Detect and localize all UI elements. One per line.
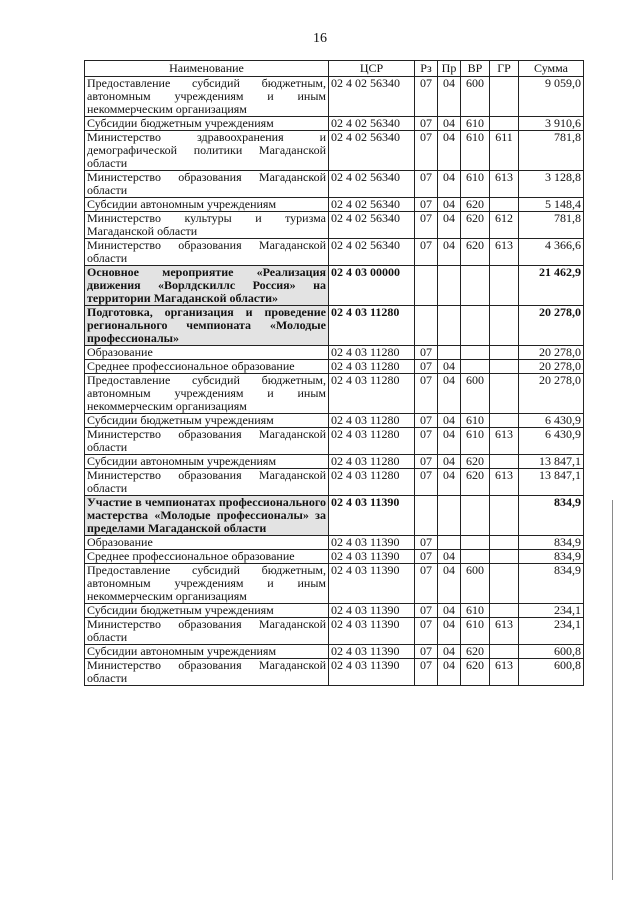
- cell-name: Министерство образования Магаданской области: [85, 469, 329, 496]
- cell-csr: 02 4 03 11280: [329, 346, 415, 360]
- cell-rz: 07: [415, 564, 438, 604]
- header-csr: ЦСР: [329, 61, 415, 77]
- cell-name: Субсидии бюджетным учреждениям: [85, 117, 329, 131]
- cell-csr: 02 4 03 11280: [329, 360, 415, 374]
- header-rz: Рз: [415, 61, 438, 77]
- cell-csr: 02 4 03 11390: [329, 496, 415, 536]
- cell-csr: 02 4 03 11390: [329, 550, 415, 564]
- table-row: [85, 306, 584, 346]
- header-gr: ГР: [490, 61, 519, 77]
- cell-csr: 02 4 03 11280: [329, 306, 415, 346]
- cell-rz: 07: [415, 117, 438, 131]
- cell-csr: 02 4 03 11280: [329, 428, 415, 455]
- header-pr: Пр: [438, 61, 461, 77]
- cell-pr: 04: [438, 604, 461, 618]
- cell-rz: [415, 306, 438, 346]
- cell-name: Основное мероприятие «Реализация движения «Ворлдскиллс Россия» на территории Магаданской области»: [85, 266, 329, 306]
- cell-sum: 4 366,6: [519, 239, 584, 266]
- cell-csr: 02 4 03 11280: [329, 414, 415, 428]
- cell-vr: 620: [461, 455, 490, 469]
- cell-name: Министерство образования Магаданской области: [85, 239, 329, 266]
- cell-gr: [490, 550, 519, 564]
- cell-rz: 07: [415, 212, 438, 239]
- cell-sum: 5 148,4: [519, 198, 584, 212]
- cell-sum: 3 910,6: [519, 117, 584, 131]
- table-row: [85, 239, 584, 266]
- cell-pr: 04: [438, 171, 461, 198]
- cell-name: Образование: [85, 536, 329, 550]
- cell-gr: 613: [490, 469, 519, 496]
- cell-gr: [490, 198, 519, 212]
- cell-rz: 07: [415, 171, 438, 198]
- cell-sum: 20 278,0: [519, 360, 584, 374]
- cell-pr: [438, 346, 461, 360]
- cell-name: Министерство образования Магаданской области: [85, 659, 329, 686]
- cell-rz: 07: [415, 239, 438, 266]
- header-name: Наименование: [85, 61, 329, 77]
- cell-sum: 6 430,9: [519, 428, 584, 455]
- table-row: [85, 455, 584, 469]
- cell-vr: 620: [461, 659, 490, 686]
- cell-vr: 600: [461, 77, 490, 117]
- cell-csr: 02 4 03 11280: [329, 374, 415, 414]
- cell-gr: 613: [490, 171, 519, 198]
- cell-gr: [490, 374, 519, 414]
- cell-pr: 04: [438, 117, 461, 131]
- cell-vr: 620: [461, 198, 490, 212]
- cell-csr: 02 4 02 56340: [329, 239, 415, 266]
- cell-name: Субсидии бюджетным учреждениям: [85, 604, 329, 618]
- cell-name: Министерство образования Магаданской области: [85, 171, 329, 198]
- cell-pr: 04: [438, 550, 461, 564]
- cell-csr: 02 4 02 56340: [329, 198, 415, 212]
- cell-vr: 600: [461, 374, 490, 414]
- cell-name: Предоставление субсидий бюджетным, автономным учреждениям и иным некоммерческим организациям: [85, 564, 329, 604]
- cell-pr: 04: [438, 77, 461, 117]
- table-row: [85, 428, 584, 455]
- table-row: [85, 360, 584, 374]
- cell-gr: [490, 414, 519, 428]
- table-row: [85, 77, 584, 117]
- header-row: [85, 61, 584, 77]
- cell-gr: [490, 360, 519, 374]
- cell-sum: 20 278,0: [519, 374, 584, 414]
- cell-csr: 02 4 03 11390: [329, 604, 415, 618]
- cell-gr: 613: [490, 239, 519, 266]
- cell-gr: [490, 604, 519, 618]
- table-row: [85, 266, 584, 306]
- cell-pr: 04: [438, 564, 461, 604]
- cell-name: Среднее профессиональное образование: [85, 360, 329, 374]
- cell-pr: [438, 306, 461, 346]
- cell-csr: 02 4 03 11390: [329, 536, 415, 550]
- cell-rz: [415, 496, 438, 536]
- cell-vr: 610: [461, 131, 490, 171]
- cell-rz: [415, 266, 438, 306]
- cell-rz: 07: [415, 550, 438, 564]
- cell-rz: 07: [415, 131, 438, 171]
- cell-sum: 781,8: [519, 212, 584, 239]
- cell-sum: 13 847,1: [519, 455, 584, 469]
- table-row: [85, 117, 584, 131]
- cell-sum: 834,9: [519, 536, 584, 550]
- cell-gr: [490, 346, 519, 360]
- cell-name: Образование: [85, 346, 329, 360]
- cell-rz: 07: [415, 77, 438, 117]
- table-row: [85, 198, 584, 212]
- cell-sum: 20 278,0: [519, 306, 584, 346]
- cell-gr: [490, 564, 519, 604]
- cell-sum: 13 847,1: [519, 469, 584, 496]
- cell-pr: 04: [438, 645, 461, 659]
- cell-sum: 20 278,0: [519, 346, 584, 360]
- cell-csr: 02 4 03 00000: [329, 266, 415, 306]
- cell-csr: 02 4 02 56340: [329, 212, 415, 239]
- cell-name: Предоставление субсидий бюджетным, автономным учреждениям и иным некоммерческим организациям: [85, 77, 329, 117]
- cell-pr: 04: [438, 618, 461, 645]
- cell-sum: 3 128,8: [519, 171, 584, 198]
- cell-sum: 600,8: [519, 645, 584, 659]
- cell-csr: 02 4 02 56340: [329, 77, 415, 117]
- cell-csr: 02 4 02 56340: [329, 171, 415, 198]
- table-row: [85, 414, 584, 428]
- cell-pr: 04: [438, 131, 461, 171]
- cell-vr: [461, 346, 490, 360]
- table-row: [85, 131, 584, 171]
- header-vr: ВР: [461, 61, 490, 77]
- table-row: [85, 659, 584, 686]
- cell-gr: [490, 496, 519, 536]
- table-row: [85, 564, 584, 604]
- cell-csr: 02 4 02 56340: [329, 131, 415, 171]
- cell-gr: [490, 455, 519, 469]
- cell-rz: 07: [415, 469, 438, 496]
- cell-gr: [490, 645, 519, 659]
- cell-rz: 07: [415, 428, 438, 455]
- cell-vr: 610: [461, 604, 490, 618]
- table-row: [85, 618, 584, 645]
- cell-name: Субсидии автономным учреждениям: [85, 455, 329, 469]
- cell-pr: 04: [438, 428, 461, 455]
- cell-gr: 612: [490, 212, 519, 239]
- cell-csr: 02 4 03 11280: [329, 455, 415, 469]
- cell-name: Субсидии автономным учреждениям: [85, 645, 329, 659]
- table-row: [85, 212, 584, 239]
- cell-gr: [490, 306, 519, 346]
- cell-vr: 600: [461, 564, 490, 604]
- cell-gr: 611: [490, 131, 519, 171]
- cell-vr: 610: [461, 171, 490, 198]
- cell-rz: 07: [415, 414, 438, 428]
- table-row: [85, 550, 584, 564]
- budget-table: [84, 60, 584, 686]
- cell-gr: 613: [490, 659, 519, 686]
- table-body: [85, 77, 584, 686]
- cell-rz: 07: [415, 198, 438, 212]
- cell-rz: 07: [415, 360, 438, 374]
- cell-rz: 07: [415, 455, 438, 469]
- cell-rz: 07: [415, 346, 438, 360]
- cell-rz: 07: [415, 618, 438, 645]
- cell-csr: 02 4 03 11390: [329, 564, 415, 604]
- cell-name: Министерство культуры и туризма Магаданской области: [85, 212, 329, 239]
- cell-vr: [461, 306, 490, 346]
- cell-sum: 9 059,0: [519, 77, 584, 117]
- cell-gr: [490, 77, 519, 117]
- cell-rz: 07: [415, 604, 438, 618]
- cell-vr: 620: [461, 645, 490, 659]
- cell-rz: 07: [415, 536, 438, 550]
- cell-gr: [490, 536, 519, 550]
- table-row: [85, 536, 584, 550]
- cell-sum: 21 462,9: [519, 266, 584, 306]
- cell-pr: [438, 536, 461, 550]
- cell-name: Министерство образования Магаданской области: [85, 618, 329, 645]
- cell-pr: [438, 496, 461, 536]
- cell-sum: 234,1: [519, 604, 584, 618]
- cell-pr: 04: [438, 198, 461, 212]
- cell-pr: 04: [438, 212, 461, 239]
- cell-vr: 620: [461, 469, 490, 496]
- cell-rz: 07: [415, 659, 438, 686]
- cell-sum: 600,8: [519, 659, 584, 686]
- cell-name: Предоставление субсидий бюджетным, автономным учреждениям и иным некоммерческим организациям: [85, 374, 329, 414]
- cell-sum: 781,8: [519, 131, 584, 171]
- cell-vr: [461, 360, 490, 374]
- cell-sum: 834,9: [519, 496, 584, 536]
- cell-pr: 04: [438, 239, 461, 266]
- cell-rz: 07: [415, 374, 438, 414]
- table-row: [85, 171, 584, 198]
- cell-sum: 834,9: [519, 550, 584, 564]
- cell-name: Субсидии бюджетным учреждениям: [85, 414, 329, 428]
- cell-gr: 613: [490, 428, 519, 455]
- cell-name: Министерство здравоохранения и демографической политики Магаданской области: [85, 131, 329, 171]
- table-row: [85, 496, 584, 536]
- cell-csr: 02 4 02 56340: [329, 117, 415, 131]
- cell-vr: 610: [461, 618, 490, 645]
- cell-vr: 620: [461, 212, 490, 239]
- table-row: [85, 645, 584, 659]
- cell-gr: [490, 266, 519, 306]
- cell-name: Министерство образования Магаданской области: [85, 428, 329, 455]
- cell-gr: [490, 117, 519, 131]
- cell-pr: 04: [438, 659, 461, 686]
- cell-sum: 6 430,9: [519, 414, 584, 428]
- cell-name: Участие в чемпионатах профессионального мастерства «Молодые профессионалы» за пределами Магаданской области: [85, 496, 329, 536]
- cell-vr: [461, 536, 490, 550]
- cell-csr: 02 4 03 11390: [329, 618, 415, 645]
- cell-csr: 02 4 03 11390: [329, 645, 415, 659]
- cell-pr: [438, 266, 461, 306]
- cell-name: Среднее профессиональное образование: [85, 550, 329, 564]
- cell-name: Субсидии автономным учреждениям: [85, 198, 329, 212]
- cell-vr: 610: [461, 414, 490, 428]
- cell-vr: [461, 496, 490, 536]
- cell-vr: [461, 550, 490, 564]
- table-row: [85, 346, 584, 360]
- cell-pr: 04: [438, 469, 461, 496]
- header-sum: Сумма: [519, 61, 584, 77]
- cell-sum: 834,9: [519, 564, 584, 604]
- page-number: 16: [313, 31, 327, 46]
- cell-pr: 04: [438, 360, 461, 374]
- cell-csr: 02 4 03 11280: [329, 469, 415, 496]
- cell-pr: 04: [438, 414, 461, 428]
- cell-csr: 02 4 03 11390: [329, 659, 415, 686]
- cell-pr: 04: [438, 374, 461, 414]
- cell-vr: [461, 266, 490, 306]
- cell-gr: 613: [490, 618, 519, 645]
- table-row: [85, 604, 584, 618]
- cell-sum: 234,1: [519, 618, 584, 645]
- margin-rule: [612, 500, 613, 880]
- cell-pr: 04: [438, 455, 461, 469]
- table-row: [85, 469, 584, 496]
- cell-rz: 07: [415, 645, 438, 659]
- cell-vr: 610: [461, 117, 490, 131]
- table-row: [85, 374, 584, 414]
- cell-vr: 610: [461, 428, 490, 455]
- cell-vr: 620: [461, 239, 490, 266]
- cell-name: Подготовка, организация и проведение регионального чемпионата «Молодые профессионалы»: [85, 306, 329, 346]
